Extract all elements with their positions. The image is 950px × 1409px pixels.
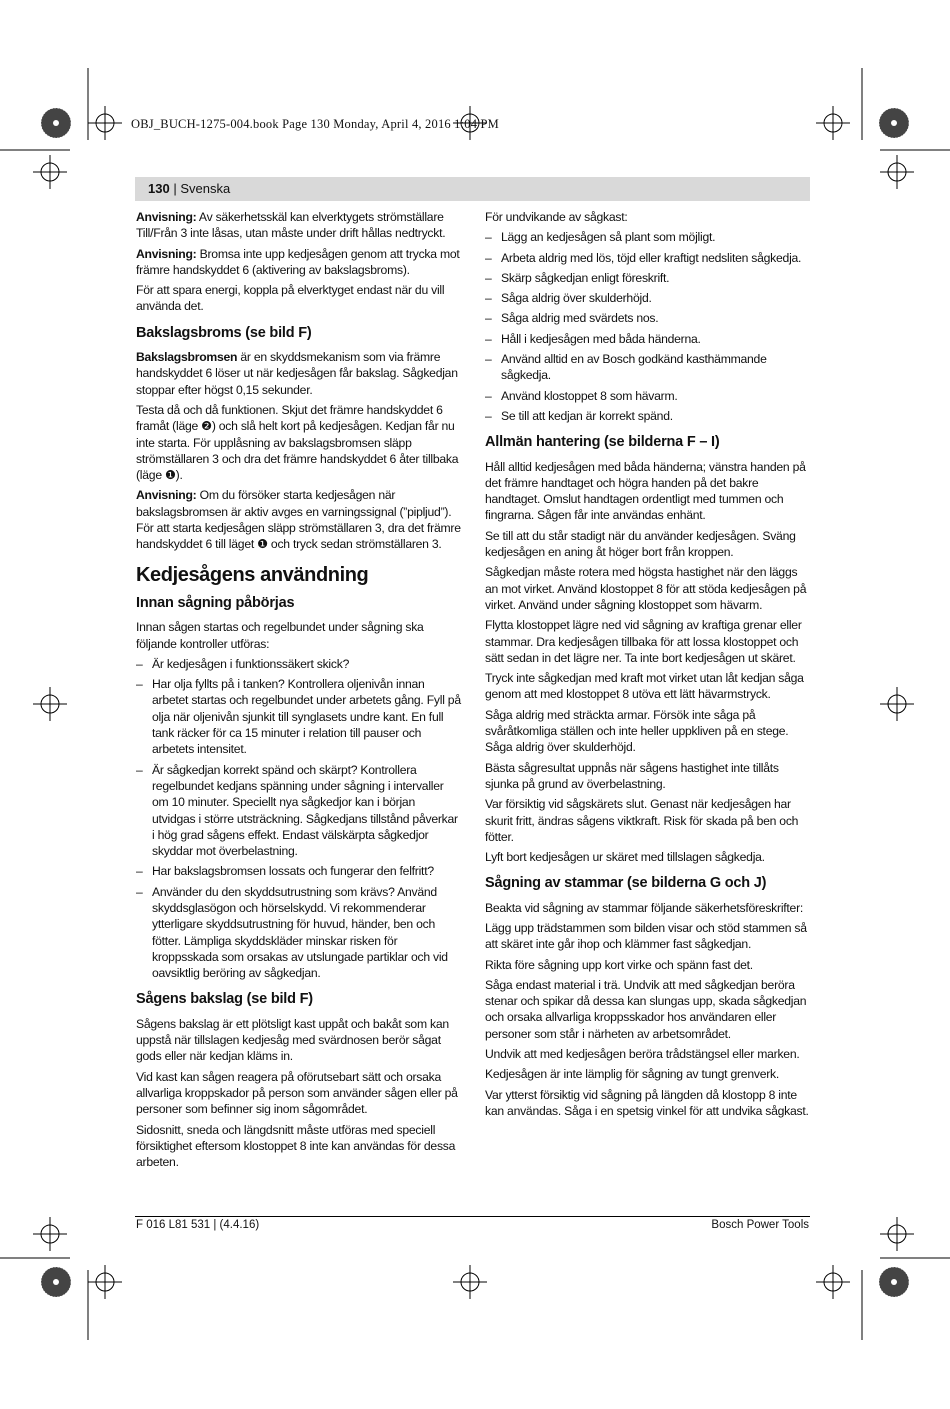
note-text: Bromsa inte upp kedjesågen genom att trycka mot främre handskyddet 6 (aktivering av bakslagsbroms). [136,246,460,277]
crosshair-top-right [816,106,850,140]
section-heading: Sågning av stammar (se bilderna G och J) [485,875,767,892]
paragraph: Håll alltid kedjesågen med båda händerna; vänstra handen på det främre handtaget och högra handen på det bakre handtaget. Omslut handtagen ordentligt med tummen och fingrarna. Sågen får inte användas enhänt. [485,459,806,523]
paragraph: Såga endast material i trä. Undvik att med sågkedjan beröra stenar och spikar då dessa kan slungas upp, skada sågkedjan och orsaka allvarliga kroppsskador hos användaren eller personer som står i närheten av arbetsområdet. [485,977,807,1041]
paragraph [136,349,461,398]
checklist [136,656,461,982]
paragraph: För att spara energi, koppla på elverktyget endast när du vill använda det. [136,283,445,314]
crosshair-top-left [88,106,122,140]
paragraph: Sidosnitt, sneda och längdsnitt måste utföras med speciell försiktighet eftersom klostoppet 8 inte kan användas för dessa arbeten. [136,1122,456,1170]
paragraph: Bästa sågresultat uppnås när sågens hastighet inte tillåts sjunka på grund av överbelastning. [485,760,779,791]
paragraph: Undvik att med kedjesågen beröra trådstängsel eller marken. [485,1047,800,1062]
footer-rule [135,1216,810,1217]
list-item: – Använder du den skyddsutrustning som krävs? Använd skyddsglasögon och hörselskydd. Vi rekommenderar ytterligare skyddsutrustning för huvud, händer, ben och fötter. Lämpliga skyddskläder minskar risken för kroppsskada som orsakas av utslungade partiklar och vid oavsiktlig beröring av sågkedjan. [136,884,461,982]
list-item: – Är sågkedjan korrekt spänd och skärpt? Kontrollera regelbundet kedjans spänning under sågning i intervaller om 10 minuter. Speciellt nya sågkedjor kan i början utvidgas i större utsträckning. Sågkedjans tillstånd påverkar i hög grad sågens effekt. Endast välskärpta sågkedjor skyddar mot överbelastning. [136,762,461,860]
page-number: 130 [148,181,170,196]
crosshair-bottom-right [816,1265,850,1299]
header-separator: | [169,181,181,196]
star-target-top-right [879,108,909,138]
note-paragraph [136,246,461,279]
paragraph: Var ytterst försiktig vid sågning på längden då klostopp 8 inte kan användas. Såga i en spetsig vinkel för att undvika sågkast. [485,1087,809,1118]
paragraph: Såga aldrig med sträckta armar. Försök inte såga på svåråtkomliga ställen och inte heller uppkliven på en stege. Såga aldrig över skulderhöjd. [485,707,789,755]
list-item: – Såga aldrig med svärdets nos. [485,310,810,326]
page-header [148,181,230,196]
chapter-heading: Kedjesågens användning [136,563,369,586]
list-item: – Håll i kedjesågen med båda händerna. [485,331,810,347]
crosshair-right-bottom [880,1217,914,1251]
paragraph: Sågkedjan måste rotera med högsta hastighet när den läggs an mot virket. Använd klostoppet 8 för att stöda kedjesågen på virket. Använd under sågning klostoppet som hävarm. [485,565,807,612]
note-label: Anvisning: [136,488,197,503]
paragraph: Kedjesågen är inte lämplig för sågning av tungt grenverk. [485,1067,780,1082]
list-item: – Har bakslagsbromsen lossats och fungerar den felfritt? [136,863,461,879]
paragraph: Flytta klostoppet lägre ned vid sågning av kraftiga grenar eller stammar. Dra kedjesågen tillbaka för att lossa klostoppet och sätt sedan in det lägre ner. Ta inte bort kedjesågen ut skäret. [485,618,802,665]
section-heading: Bakslagsbroms (se bild F) [136,324,312,341]
section-heading: Sågens bakslag (se bild F) [136,991,313,1008]
star-target-top-left [41,108,71,138]
paragraph: Vid kast kan sågen reagera på oförutsebart sätt och orsaka allvarliga kroppskador på person som använder sågen eller på personer som befinner sig inom sågområdet. [136,1069,458,1117]
crosshair-bottom-left [88,1265,122,1299]
note-label: Anvisning: [136,210,197,224]
paragraph: Lägg upp trädstammen som bilden visar och stöd stammen så att skäret inte går ihop och klämmer fast sågkedjan. [485,920,807,952]
list-item: – Arbeta aldrig med lös, töjd eller kraftigt nedsliten sågkedja. [485,250,810,266]
crosshair-right-mid [880,687,914,721]
section-heading: Allmän hantering (se bilderna F – I) [485,434,720,451]
paragraph: Innan sågen startas och regelbundet under sågning ska följande kontroller utföras: [136,620,424,651]
crosshair-left-bottom [33,1217,67,1251]
star-target-bottom-left [41,1267,71,1297]
paragraph: Lyft bort kedjesågen ur skäret med tillslagen sågkedja. [485,850,765,865]
note-text: Av säkerhetsskäl kan elverktygets strömställare Till/Från 3 inte låsas, utan måste under drift hållas nedtryckt. [136,210,446,241]
list-item: – Lägg an kedjesågen så plant som möjligt. [485,229,810,245]
star-target-bottom-right [879,1267,909,1297]
print-slug: OBJ_BUCH-1275-004.book Page 130 Monday, April 4, 2016 1:04 PM [131,117,499,131]
paragraph: Rikta före sågning upp kort virke och spänn fast det. [485,957,753,972]
paragraph: Beakta vid sågning av stammar följande säkerhetsföreskrifter: [485,900,804,915]
header-language: Svenska [180,181,231,196]
paragraph: Sågens bakslag är ett plötsligt kast uppåt och bakåt som kan uppstå när tillslagen kedjesåg med svärdnosen berör sågat gods eller när kedjan kläms in. [136,1016,449,1064]
note-paragraph [136,209,461,242]
crosshair-bottom-center [453,1265,487,1299]
paragraph: Tryck inte sågkedjan med kraft mot virket utan låt kedjan såga genom att med klostoppet 8 utöva ett lätt hävarmstryck. [485,671,804,702]
paragraph: Testa då och då funktionen. Skjut det främre handskyddet 6 framåt (läge ❷) och slå helt kort på kedjesågen. Kedjan får nu inte starta. För upplåsning av bakslagsbromsen släpp strömställaren 3 och dra det främre handskyddet 6 åter tillbaka (läge ❶). [136,402,459,483]
note-text: Om du försöker starta kedjesågen när bakslagsbromsen är aktiv avges en varningssignal (”pipljud”). För att starta kedjesågen släpp strömställaren 3, dra det främre handskyddet 6 till läget ❶ och tryck sedan strömställaren 3. [136,488,461,552]
crosshair-left-mid [33,687,67,721]
list-item: – Såga aldrig över skulderhöjd. [485,290,810,306]
list-item: – Har olja fyllts på i tanken? Kontrollera oljenivån innan arbetet startas och regelbundet under arbetets gång. Fyll på olja när oljenivån sjunkit till synglasets undre kant. En full tank räcker för ca 15 minuter i relation till pauser och arbetets intensitet. [136,676,461,757]
crosshair-right-top [880,155,914,189]
bold-term: Bakslagsbromsen [136,350,238,365]
paragraph: För undvikande av sågkast: [485,210,628,224]
list-item: – Använd alltid en av Bosch godkänd kasthämmande sågkedja. [485,351,810,384]
list-item: – Använd klostoppet 8 som hävarm. [485,388,810,404]
header-bar [135,177,810,201]
list-item: – Är kedjesågen i funktionssäkert skick? [136,656,461,672]
list-item: – Se till att kedjan är korrekt spänd. [485,408,810,424]
footer-right: Bosch Power Tools [711,1219,809,1231]
right-column [485,209,810,1123]
paragraph-text: är en skyddsmekanism som via främre handskyddet 6 löser ut när kedjesågen får bakslag. Sågkedjan stoppar efter högst 0,15 sekunder. [136,350,458,397]
list-item: – Skärp sågkedjan enligt föreskrift. [485,270,810,286]
paragraph: Se till att du står stadigt när du använder kedjesågen. Sväng kedjesågen en aning åt höger bort från kroppen. [485,528,796,560]
kickback-list [485,229,810,424]
left-column [136,209,461,1174]
crosshair-left-top [33,155,67,189]
section-heading: Innan sågning påbörjas [136,594,295,611]
note-paragraph [136,487,461,552]
paragraph: Var försiktig vid sågskärets slut. Genast när kedjesågen har skurit fritt, ändras sågens viktkraft. Risk för skada på ben och fötter. [485,797,799,844]
footer-left: F 016 L81 531 | (4.4.16) [136,1219,260,1231]
note-label: Anvisning: [136,246,197,261]
